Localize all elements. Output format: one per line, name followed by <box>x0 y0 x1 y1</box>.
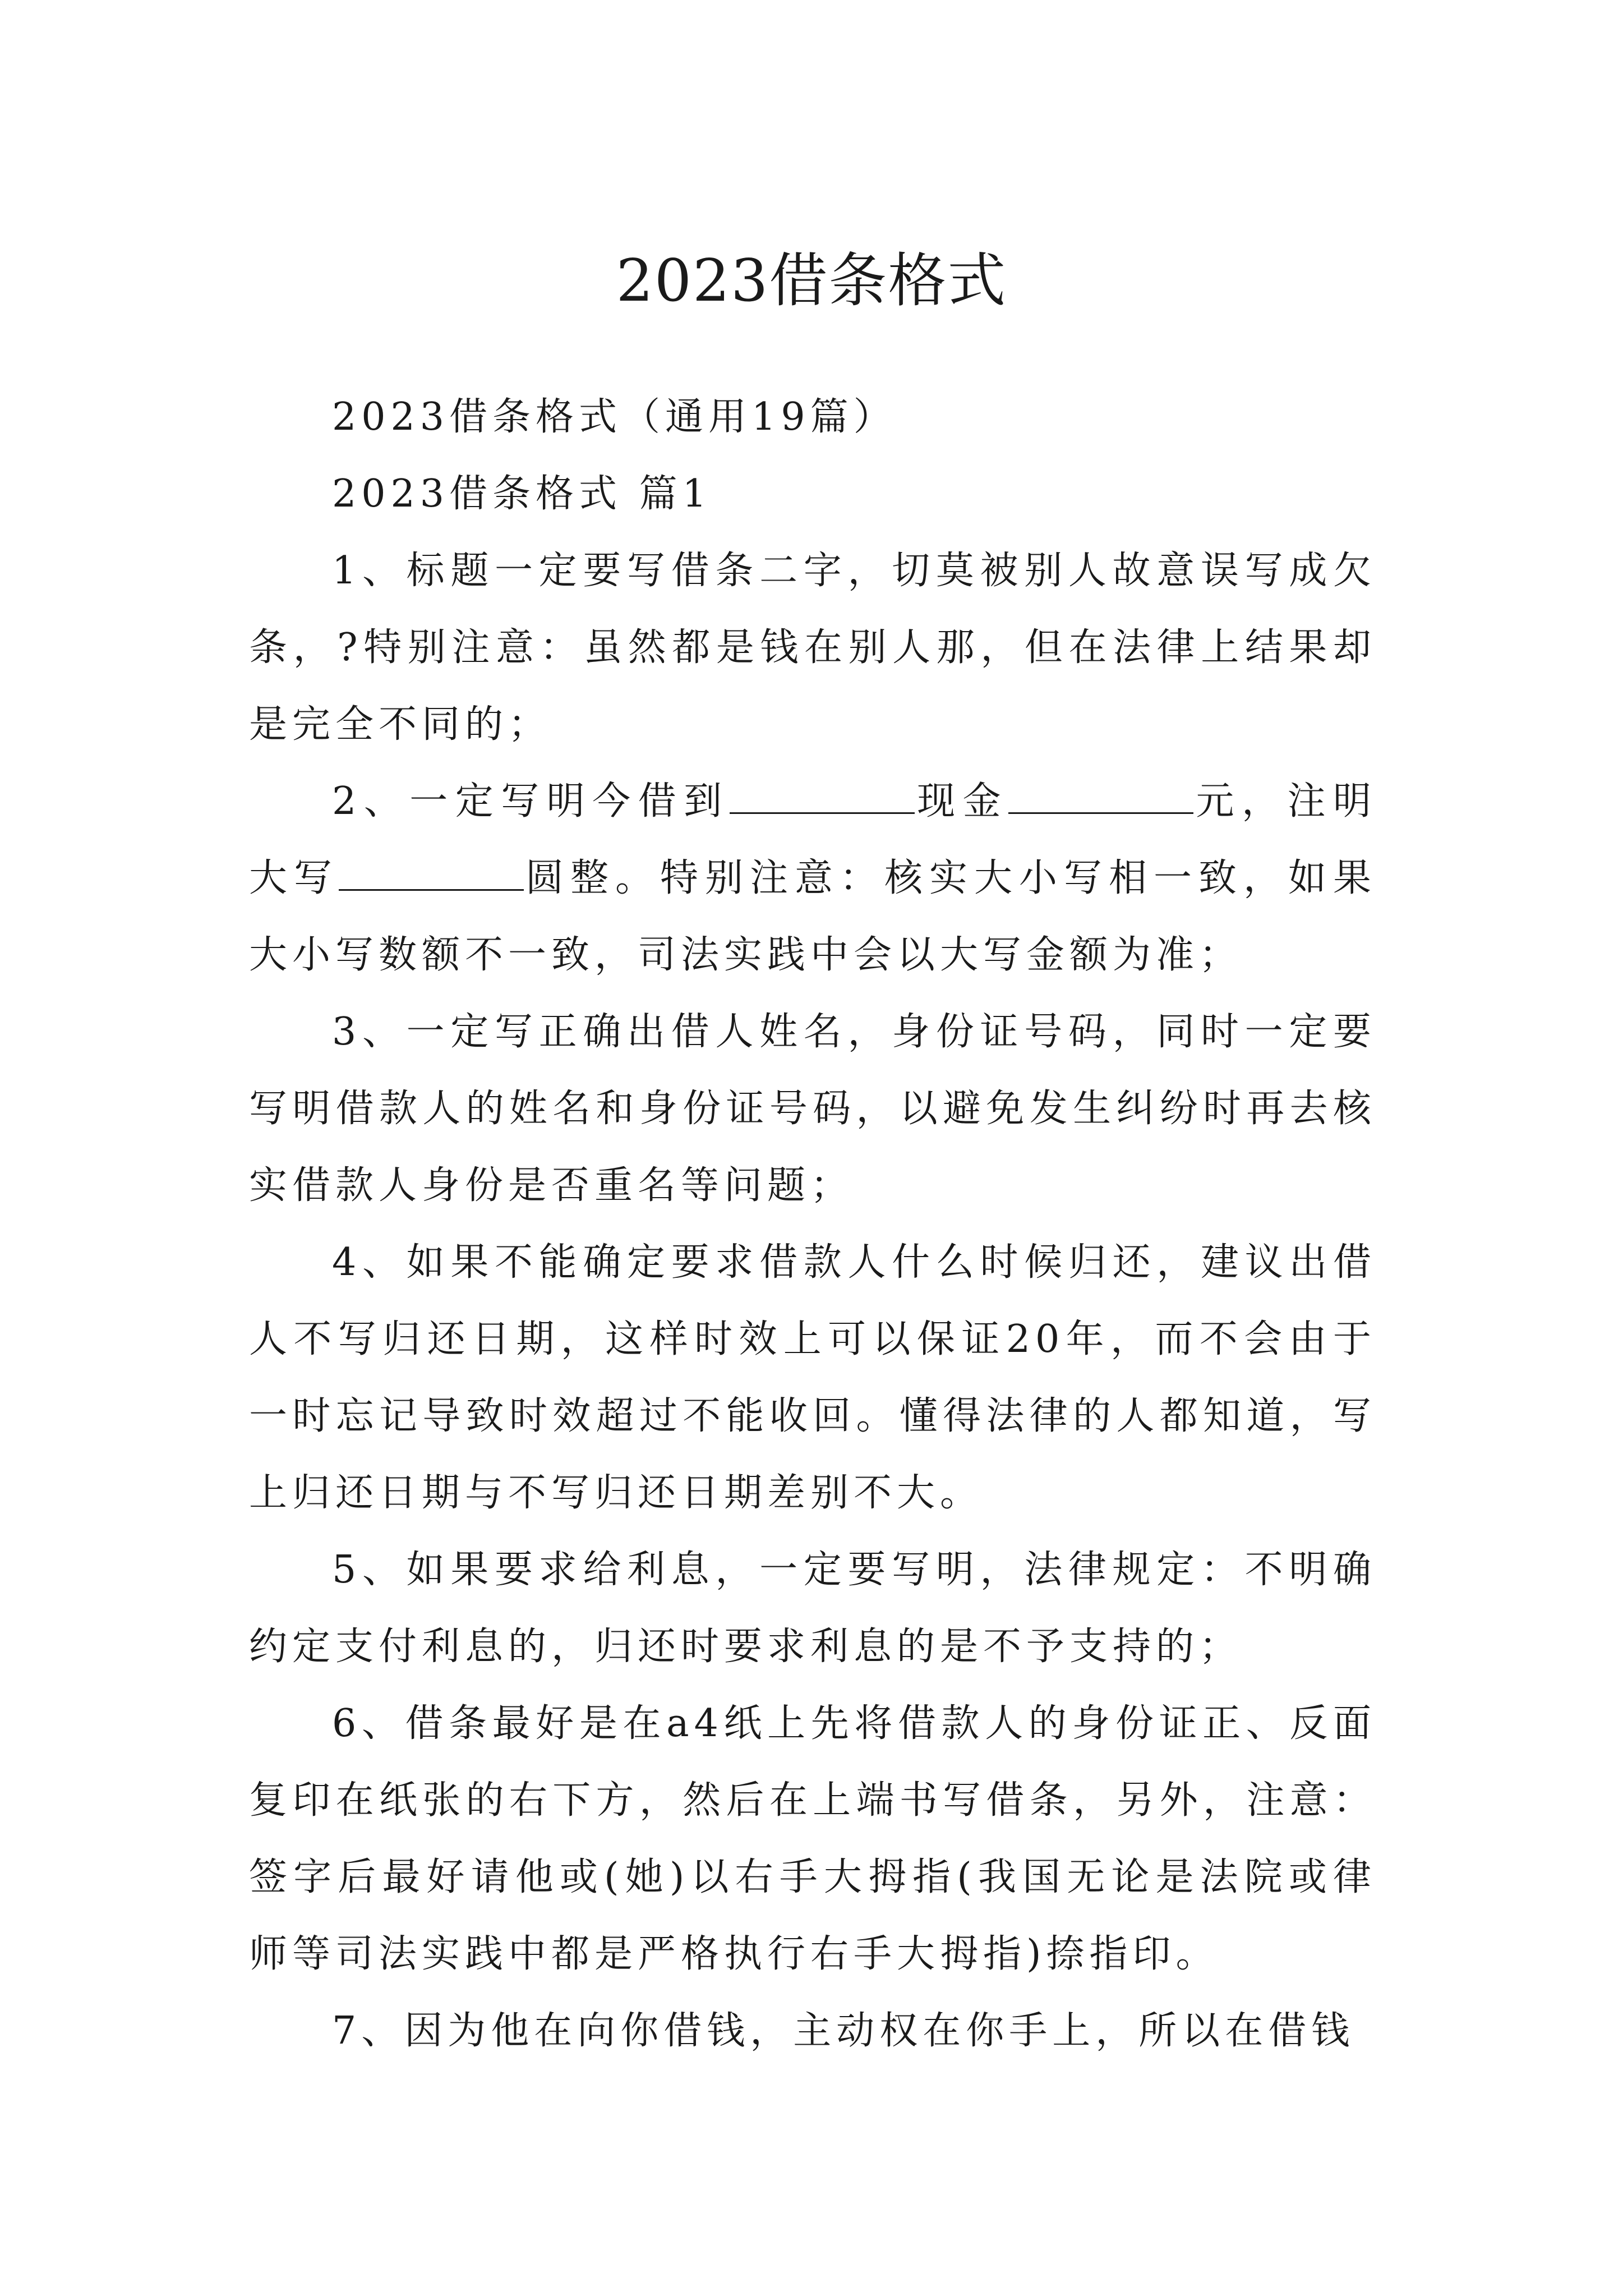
blank-line-amount-uppercase <box>339 855 524 891</box>
blank-line-lender <box>730 779 915 814</box>
paragraph-2-part-a: 2、一定写明今借到 <box>332 779 730 823</box>
paragraph-2-part-c: 元，注明大写 <box>249 779 1376 900</box>
document-body <box>249 379 1376 2069</box>
paragraph-5: 5、如果要求给利息，一定要写明，法律规定：不明确约定支付利息的，归还时要求利息的是不予支持的； <box>249 1548 1376 1669</box>
paragraph-3: 3、一定写正确出借人姓名，身份证号码，同时一定要写明借款人的姓名和身份证号码，以避免发生纠纷时再去核实借款人身份是否重名等问题； <box>249 1010 1376 1208</box>
blank-line-amount <box>1008 779 1193 814</box>
paragraph-2 <box>249 763 1376 993</box>
paragraph-4: 4、如果不能确定要求借款人什么时候归还，建议出借人不写归还日期，这样时效上可以保证20年，而不会由于一时忘记导致时效超过不能收回。懂得法律的人都知道，写上归还日期与不写归还日期差别不大。 <box>249 1240 1376 1515</box>
document-title: 2023借条格式 <box>616 246 1007 315</box>
paragraph-2-part-d: 圆整。特别注意：核实大小写相一致，如果大小写数额不一致，司法实践中会以大写金额为准； <box>249 856 1376 977</box>
paragraph-2-part-b: 现金 <box>914 779 1009 823</box>
paragraph-6: 6、借条最好是在a4纸上先将借款人的身份证正、反面复印在纸张的右下方，然后在上端书写借条，另外，注意：签字后最好请他或(她)以右手大拇指(我国无论是法院或律师等司法实践中都是严格执行右手大拇指)捺指印。 <box>249 1701 1376 1976</box>
document-subtitle: 2023借条格式（通用19篇） <box>332 395 897 439</box>
section-heading: 2023借条格式 篇1 <box>332 472 712 516</box>
paragraph-7: 7、因为他在向你借钱，主动权在你手上，所以在借钱 <box>332 2009 1355 2053</box>
paragraph-1: 1、标题一定要写借条二字，切莫被别人故意误写成欠条，?特别注意：虽然都是钱在别人那，但在法律上结果却是完全不同的； <box>249 549 1376 747</box>
